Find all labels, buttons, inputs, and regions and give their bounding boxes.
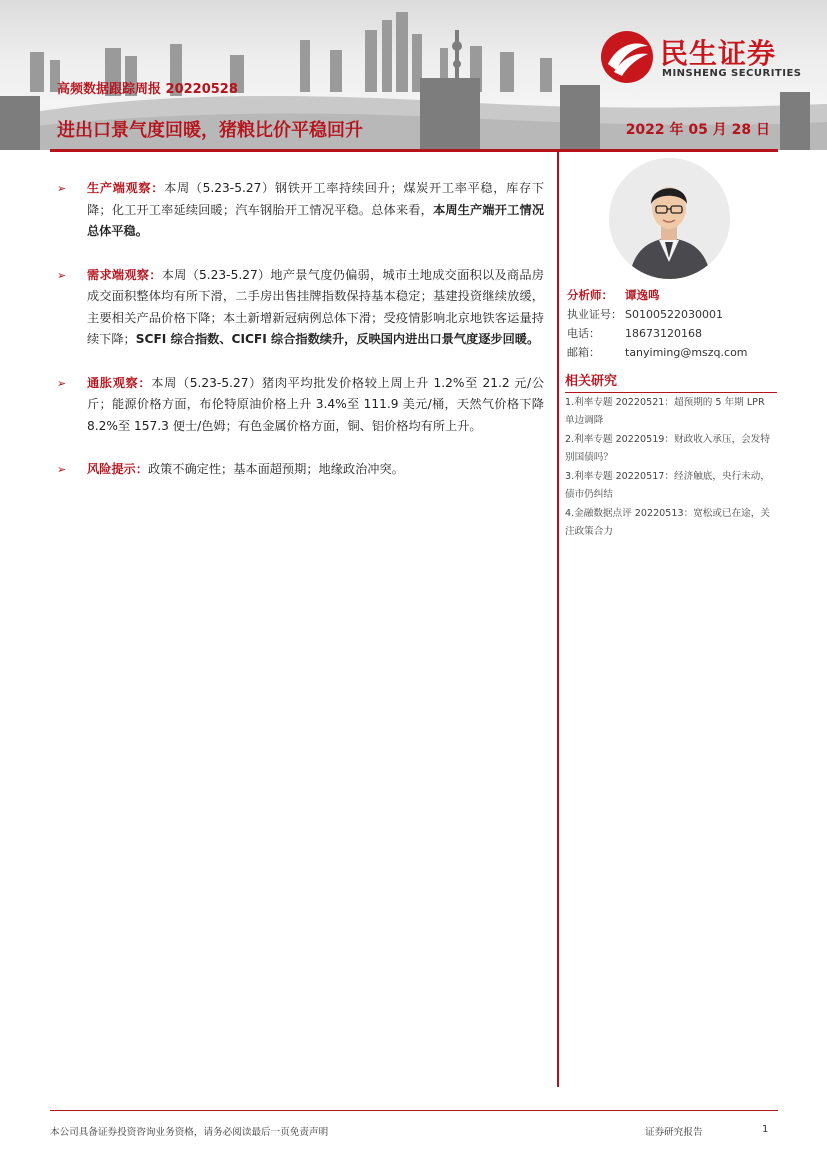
analyst-photo-icon bbox=[609, 158, 730, 279]
risk-warning bbox=[57, 459, 544, 481]
paragraph-text: 本周（5.23-5.27）地产景气度仍偏弱，城市土地成交面积以及商品房成交面积整体均有所下滑，二手房出售挂牌指数保持基本稳定；基建投资继续放缓，主要相关产品价格下降；本土新增新冠病例总体下滑；受疫情影响北京地铁客运量持续下降； bbox=[87, 267, 544, 346]
analyst-cert: S0100522030001 bbox=[625, 308, 723, 321]
column-divider bbox=[557, 152, 559, 1087]
demand-observation bbox=[57, 265, 544, 351]
paragraph-label: 生产端观察： bbox=[87, 181, 165, 195]
footer-disclaimer: 本公司具备证券投资咨询业务资格，请务必阅读最后一页免责声明 bbox=[50, 1127, 329, 1138]
summary-section bbox=[57, 178, 544, 503]
paragraph-label: 风险提示： bbox=[87, 462, 148, 476]
analyst-email-row bbox=[567, 343, 787, 362]
paragraph-label: 通胀观察： bbox=[87, 375, 152, 390]
related-research bbox=[565, 370, 777, 541]
related-research-item[interactable]: 2.利率专题 20220519：财政收入承压，会发特别国债吗？ bbox=[565, 434, 770, 463]
analyst-email[interactable]: tanyiming@mszq.com bbox=[625, 346, 748, 359]
paragraph-text: 本周（5.23-5.27）钢铁开工率持续回升；煤炭开工率平稳，库存下降；化工开工率延续回暖；汽车钢胎开工情况平稳。总体来看， bbox=[87, 181, 545, 217]
footer-report-type: 证券研究报告 bbox=[645, 1127, 703, 1138]
footer-divider bbox=[50, 1110, 778, 1111]
arrow-bullet-icon: ➢ bbox=[57, 182, 67, 195]
analyst-cert-row bbox=[567, 305, 787, 324]
related-research-title: 相关研究 bbox=[565, 370, 777, 393]
header-banner bbox=[0, 0, 827, 150]
paragraph-emphasis: SCFI 综合指数、CICFI 综合指数续升，反映国内进出口景气度逐步回暖。 bbox=[135, 332, 540, 346]
arrow-bullet-icon: ➢ bbox=[57, 376, 67, 390]
paragraph-emphasis: 本周生产端开工情况总体平稳。 bbox=[87, 202, 545, 238]
header-divider bbox=[50, 149, 778, 152]
analyst-phone-label: 电话： bbox=[567, 327, 600, 340]
analyst-name-label: 分析师： bbox=[567, 288, 613, 302]
arrow-bullet-icon: ➢ bbox=[57, 463, 67, 476]
report-date: 2022 年 05 月 28 日 bbox=[625, 122, 770, 138]
analyst-cert-label: 执业证号： bbox=[567, 308, 622, 321]
inflation-observation bbox=[57, 373, 544, 438]
analyst-name-row bbox=[567, 286, 787, 305]
production-observation bbox=[57, 178, 544, 243]
analyst-phone-row bbox=[567, 324, 787, 343]
analyst-phone: 18673120168 bbox=[625, 327, 702, 340]
minsheng-logo-icon bbox=[600, 30, 654, 84]
arrow-bullet-icon: ➢ bbox=[57, 268, 67, 282]
analyst-info bbox=[567, 286, 787, 362]
paragraph-text: 本周（5.23-5.27）猪肉平均批发价格较上周上升 1.2%至 21.2 元/公斤；能源价格方面，布伦特原油价格上升 3.4%至 111.9 美元/桶，天然气价格下降 8.2%至 157.3 便士/色姆；有色金属价格方面，铜、铝价格均有所上升。 bbox=[87, 375, 545, 433]
paragraph-label: 需求端观察： bbox=[87, 267, 162, 282]
analyst-avatar bbox=[609, 158, 730, 279]
page-number: 1 bbox=[762, 1124, 769, 1135]
report-title: 进出口景气度回暖，猪粮比价平稳回升 bbox=[57, 120, 363, 141]
report-series: 高频数据跟踪周报 20220528 bbox=[57, 82, 238, 97]
analyst-name: 谭逸鸣 bbox=[625, 288, 660, 302]
related-research-item[interactable]: 1.利率专题 20220521：超预期的 5 年期 LPR 单边调降 bbox=[565, 397, 765, 426]
minsheng-logo bbox=[600, 30, 805, 86]
related-research-item[interactable]: 4.金融数据点评 20220513：宽松或已在途，关注政策合力 bbox=[565, 508, 770, 537]
logo-chinese-name: 民生证券 bbox=[660, 37, 777, 70]
logo-english-name: MINSHENG SECURITIES bbox=[662, 68, 802, 79]
analyst-email-label: 邮箱： bbox=[567, 346, 600, 359]
related-research-item[interactable]: 3.利率专题 20220517：经济触底，央行未动，债市仍纠结 bbox=[565, 471, 770, 500]
paragraph-text: 政策不确定性；基本面超预期；地缘政治冲突。 bbox=[147, 462, 404, 476]
